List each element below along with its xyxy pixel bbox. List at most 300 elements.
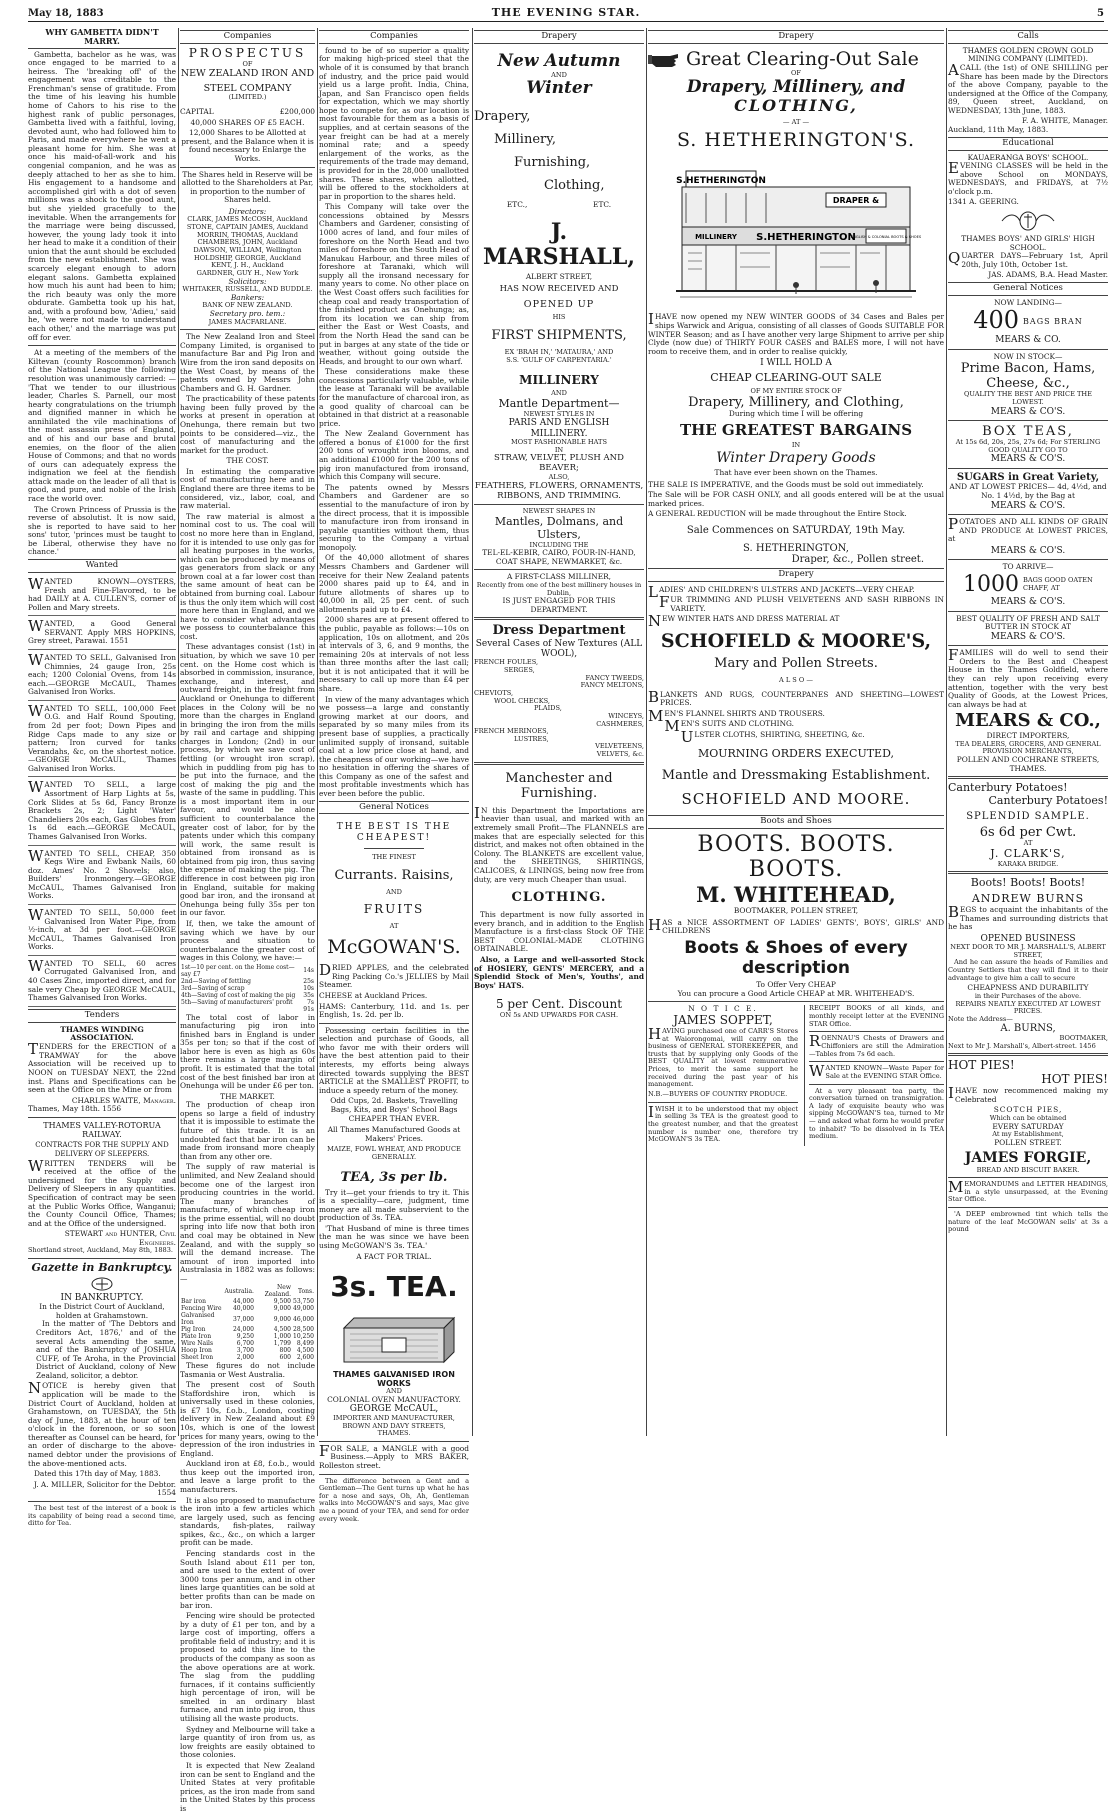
ad-paragraph: The Sale will be FOR CASH ONLY, and all goods entered will be at the usual marked prices.	[648, 490, 944, 508]
fabric-item: CHEVIOTS,	[474, 688, 514, 697]
ad-line: AND	[386, 1387, 402, 1396]
ad-paragraph: And he can assure the heads of Families and Country Settlers that they will find it to their advantage to give him a call to secure	[948, 958, 1108, 982]
ad-line: NEXT DOOR TO MR J. MARSHALL'S, ALBERT STREET,	[950, 943, 1106, 959]
ad-line: TEL-EL-KEBIR, CAIRO, FOUR-IN-HAND, COAT SHAPE, NEWMARKET, &c.	[482, 548, 636, 566]
ad-line: HAMS: Canterbury, 11d. and 1s. per English, 1s. 2d. per lb.	[319, 1001, 469, 1020]
bankruptcy-notice: NOTICE is hereby given that application will be made to the District Court of Auckland, holden at Grahamstown, on TUESDAY, the 5th day of June, 1883, at the hour of ten o'clock in the forenoon, or so soon thereafter as Counsel can be heard, for an order of discharge to the above-named debtor under the provisions of the above-mentioned acts.	[28, 1379, 176, 1468]
ad-line: FEATHERS, FLOWERS, ORNAMENTS, RIBBONS, AND TRIMMING.	[474, 480, 644, 501]
prospectus-intro: The New Zealand Iron and Steel Company Limited, is organised to manufacture Bar and Pig Iron and Wire from the iron sand deposits on the West Coast, by means of the patents owned by Messrs John Chambers and G. H. Gardner.	[180, 332, 315, 393]
market-paragraph: These figures do not include Tasmania or West Australia.	[180, 1360, 315, 1379]
headline-row	[648, 48, 944, 70]
capital-label: CAPITAL	[180, 107, 214, 117]
store-sign: MILLINERY	[695, 233, 737, 242]
section-header-drapery: Drapery	[648, 568, 944, 582]
chest-icon	[334, 1314, 454, 1366]
etc-row: ETC., ETC.	[506, 200, 612, 210]
ad-paragraph: FAMILIES will do well to send their Orders to the Best and Cheapest House in the Thames Goldfield, where they can rely upon receiving every attention, together with the very best Quality of Goods, at the Lowest Prices, can always be had at	[948, 646, 1108, 709]
column-rule	[317, 28, 318, 1436]
fabric-item: FRENCH FOULES,	[474, 658, 539, 667]
table-row: 1st—10 per cent. on the Home cost—say £7 14s	[181, 963, 314, 978]
bankruptcy-title: IN BANKRUPTCY.	[60, 1292, 144, 1303]
ad-line: POTATOES AND ALL KINDS OF GRAIN AND PRODUCE At LOWEST PRICES, at	[948, 515, 1108, 544]
ad-paragraph: 'That Husband of mine is three times the man he was since we have been using McGOWAN'S 3s. TEA.'	[319, 1223, 469, 1251]
fabric-item: CASHMERES,	[596, 719, 644, 728]
ad-line: BAGS BRAN	[1023, 316, 1083, 326]
hetherington-title: S. HETHERINGTON'S.	[676, 129, 916, 152]
story-title: WHY GAMBETTA DIDN'T MARRY.	[28, 28, 176, 49]
ad-headline: Canterbury Potatoes!	[948, 781, 1068, 795]
ad-paragraph: This department is now fully assorted in every branch, and in addition to the English Manufacture is a first-class Stock OF THE BEST COLONIAL-MADE CLOTHING OBTAINABLE.	[474, 910, 644, 954]
ad-line: Mary and Pollen Streets.	[714, 655, 878, 671]
ad-line: MOURNING ORDERS EXECUTED,	[697, 746, 895, 760]
section-header-companies: Companies	[180, 30, 315, 44]
mears-line: MEARS & CO'S.	[990, 545, 1066, 556]
ad-line: BLANKETS AND RUGS, COUNTERPANES AND SHEETING—LOWEST PRICES.	[648, 687, 944, 708]
tender-body: WRITTEN TENDERS will be received at the office of the undersigned for the Supply and Delivery of Sleepers in any quantities. Specification of contract may be seen at the Public Works Office, Wanganui; the County Council Office, Thames; and at the Office of the undersigned.	[28, 1156, 176, 1228]
wanted-ad: WANTED TO SELL, a large Assortment of Harp Lights at 5s, Cork Slides at 5s 6d, Fancy Bronze Brackets 2s, 2; Light 'Water' Chandeliers 20s each, Gas Globes from 1s 6d each.—GEORGE McCAUL, Thames Galvanised Iron Works.	[28, 779, 176, 845]
ad-line: EVERY SATURDAY	[992, 1121, 1064, 1131]
fabric-item: WINCEYS,	[608, 711, 644, 720]
mears-line: MEARS & CO'S.	[990, 454, 1066, 465]
ad-line: IN	[554, 445, 564, 454]
wanted-ad: WANTED TO SELL, 50,000 feet Galvanised Iron Water Pipe, from ½-inch, at 3d per foot.—GEORGE McCAUL, Thames Galvanised Iron Works.	[28, 907, 176, 956]
ad-line: OF	[791, 68, 801, 77]
section-header-calls: Calls	[948, 30, 1108, 44]
mears-line: MEARS & CO'S.	[990, 631, 1066, 642]
table-header: Australia. New Zealand. Tons.	[224, 1284, 314, 1299]
fabric-item: PLAIDS,	[534, 704, 562, 713]
director: CHAMBERS, JOHN, Auckland	[197, 238, 298, 247]
oat-row	[948, 572, 1108, 598]
table-total: 91s	[303, 1005, 314, 1013]
bankruptcy-date: Dated this 17th day of May, 1883.	[34, 1469, 161, 1479]
ad-line: ALSO,	[548, 473, 570, 482]
ad-headline: Boots & Shoes of every description	[684, 937, 908, 978]
ad-headline: Mantles, Dolmans, and Ulsters,	[494, 515, 624, 541]
ad-headline: J. CLARK'S,	[990, 847, 1066, 861]
ad-line: NOW LANDING—	[994, 297, 1062, 307]
mears-line: MEARS & CO.	[995, 335, 1061, 346]
solicitors: WHITAKER, RUSSELL, AND BUDDLE.	[182, 285, 313, 294]
market-paragraph: It is expected that New Zealand iron can be sent to England and the United States at very profitable prices, as the iron made from sand in the United States by this process is	[180, 1760, 315, 1813]
ad-line: I WILL HOLD A	[760, 358, 832, 369]
market-paragraph: The production of cheap iron opens so large a field of industry that it is impossible to estimate the future of this trade. It is an undoubted fact that bar iron can be made from ironsand more cheaply than from any other ore.	[180, 1100, 315, 1161]
prospectus-continued: This Company will take over the concessions obtained by Messrs Chambers and Gardener, consisting of 1000 acres of land, and four miles of foreshore on the North Head and two miles of foreshore on the South Head of Manukau Harbour, and three miles of foreshore at Taranaki, which will supply all the ironsand necessary for many years to come. No other place on the West Coast offers such facilities for cheap coal and ready transportation of the finished product as Onehunga; as, from its location we can ship from either the East or West Coasts, and from the North Head the sand can be put in barges at any state of the tide or weather, without going outside the Heads, and brought to our own wharf.	[319, 202, 469, 366]
pointing-hand-icon	[648, 50, 682, 68]
ad-line: TEA DEALERS, GROCERS, AND GENERAL PROVISION MERCHANTS,	[955, 739, 1101, 756]
ad-line: At 15s 6d, 20s, 25s, 27s 6d; For STERLING GOOD QUALITY GO TO	[955, 438, 1101, 454]
ad-line: N O T I C E.	[688, 1004, 758, 1014]
section-header-boots: Boots and Shoes	[648, 815, 944, 829]
market-paragraph: It is also proposed to manufacture the iron into a few articles which are largely used, such as fencing standards, fish-plates, railway spikes, &c., &c., on which a larger profit can be made.	[180, 1495, 315, 1548]
ad-line: SPLENDID SAMPLE.	[966, 810, 1090, 822]
ad-line: BREAD AND BISCUIT BAKER.	[976, 1165, 1080, 1174]
market-paragraph: Auckland iron at £8, f.o.b., would thus keep out the imported iron, and leave a large profit to the manufacturers.	[180, 1459, 315, 1495]
ad-line: THE BEST IS THE	[336, 822, 452, 833]
masthead	[28, 8, 1104, 22]
ad-headline: FIRST SHIPMENTS,	[491, 327, 627, 343]
market-paragraph: The supply of raw material is unlimited, and New Zealand should become one of the largest iron producing countries in the world. The many branches of manufacture, of which cheap iron is the prime essential, will no doubt spring into life now that both iron and coal may be obtained in New Zealand, and with the supply so will the demand increase. The amount of iron imported into Australasia in 1882 was as follows:—	[180, 1162, 315, 1283]
ad-paragraph: THE SALE IS IMPERATIVE, and the Goods must be sold out immediately.	[648, 479, 924, 489]
savings-table	[180, 965, 315, 1014]
director: STONE, CAPTAIN JAMES, Auckland	[186, 223, 309, 232]
column-6	[948, 28, 1108, 1436]
director: CLARK, JAMES McCOSH, Auckland	[187, 215, 308, 224]
ad-line: Millinery,	[494, 132, 556, 148]
prospectus-continued: These considerations make these concessions particularly valuable, while the lease at Taranaki will be available for the manufacture of charcoal iron, as a good quality of charcoal can be obtained in that district at a reasonable price.	[319, 367, 469, 428]
ad-line: During which time I will be offering	[728, 409, 864, 419]
ad-line: AT	[389, 921, 399, 930]
column-3	[319, 28, 469, 1523]
wanted-ad: WANTED TO SELL, Galvanised Iron Chimnies, 24 gauge Iron, 25s each; 1200 Colonial Ovens, from 14s each.—GEORGE McCAUL, Thames Galvanised Iron Works.	[28, 652, 176, 701]
column-2	[180, 28, 315, 1813]
ad-number: 400	[973, 306, 1020, 335]
ad-line: Note the Address—	[948, 1014, 1013, 1023]
ad-line: Next to Mr J. Marshall's, Albert-street. 1456	[948, 1041, 1096, 1050]
ad-headline: HOT PIES!	[1041, 1072, 1108, 1087]
ad-line: IS JUST ENGAGED FOR THIS DEPARTMENT.	[502, 596, 616, 614]
section-header-wanted: Wanted	[28, 559, 176, 573]
ad-line: Several Cases of New Textures (ALL WOOL),	[475, 638, 643, 659]
ad-headline: Great Clearing-Out Sale	[686, 47, 919, 70]
wanted-ad: WANTED TO SELL, 100,000 Feet O.G. and Half Round Spouting, from 2d per foot; Down Pipes and Ridge Caps made to any size or pattern; Iron curved for tanks Verandahs, &c, on the shortest notice.—GEORGE McCAUL, Thames Galvanised Iron Works.	[28, 703, 176, 778]
ad-headline: Winter Drapery Goods	[716, 449, 876, 466]
ad-line: OF MY ENTIRE STOCK OF	[750, 386, 842, 395]
prospectus-continued: 2000 shares are at present offered to the public, payable as follows:—10s on application, 10s on allotment, and 20s at intervals of 3, 6, and 9 months, the remaining 20s at intervals of not less than three months after the last call; but it is not anticipated that it will be necessary to call up more than £4 per share.	[319, 615, 469, 694]
ad-line: MAIZE, FOWL WHEAT, AND PRODUCE GENERALLY.	[327, 1145, 461, 1161]
ad-paragraph: 'A DEEP embrowned tint which tells the nature of the leaf McGOWAN sells' at 3s a pound	[948, 1210, 1108, 1234]
cost-paragraph: If, then, we take the amount of saving which we have by our process and situation to counterbalance the greater cost of wages in this Colony, we have:—	[180, 918, 315, 963]
directors-label: Directors:	[228, 206, 267, 216]
footnote: The best test of the interest of a book is its capability of being read a second time, ditto for Tea.	[28, 1503, 176, 1528]
mears-title: MEARS & CO.,	[955, 710, 1101, 732]
ad-line: Clothing,	[544, 178, 605, 194]
director: GARDNER, GUY H., New York	[196, 268, 299, 277]
ad-line: A. BURNS,	[1000, 1023, 1056, 1035]
cost-heading: THE COST.	[226, 456, 269, 466]
ad-headline: Drapery, Millinery, and	[686, 76, 906, 97]
ad-headline: SUGARS in Great Variety,	[956, 471, 1100, 483]
ad-line: AND	[551, 70, 567, 79]
ad-headline: THE GREATEST BARGAINS	[679, 420, 913, 439]
tender-signature: STEWART and HUNTER, Civil Engineers.	[64, 1229, 176, 1247]
table-row: Sheet Iron 2,000 600 2,600	[181, 1353, 314, 1361]
ad-headline: MILLINERY	[519, 373, 599, 388]
company-name-line: NEW ZEALAND IRON AND	[180, 68, 315, 80]
ad-line: CHEAPEST!	[356, 832, 432, 843]
ad-line: S. HETHERINGTON,	[743, 542, 849, 554]
capital-row	[180, 108, 315, 117]
ad-headline: New Autumn	[497, 50, 621, 71]
prospectus-continued: Of the 40,000 allotment of shares Messrs Chambers and Gardener will receive for their New Zealand patents 2000 shares paid up to £4, and in future allotments of shares up to 40,000 in all, 25 per cent. of such allotments paid up to £4.	[319, 553, 469, 614]
ad-headline: Prime Bacon, Hams, Cheese, &c.,	[960, 361, 1096, 392]
ad-line: A FACT FOR TRIAL.	[356, 1251, 432, 1261]
bankers: BANK OF NEW ZEALAND.	[202, 301, 293, 310]
bankruptcy-court: In the District Court of Auckland, holden at Grahamstown.	[39, 1302, 165, 1320]
ad-line: THE FINEST	[372, 853, 416, 862]
market-paragraph: Fencing wire should be protected by a duty of £1 per ton, and by a large cost of importing, offers a profitable field of industry; and it is proposed to add this line to the products of the company as soon as the above operations are at work. The slag from the puddling furnaces, if it contains sufficiently high percentage of iron, will be smelted in an ordinary blast furnace, and run into pig iron, thus utilising all the waste products.	[180, 1611, 315, 1724]
fabric-item: LUSTRES,	[514, 734, 549, 743]
ad-line: AND	[551, 389, 567, 398]
mcgowans-title: McGOWAN'S.	[327, 936, 461, 959]
ad-headline: Currants. Raisins,	[334, 867, 454, 883]
small-ads	[804, 1005, 944, 1145]
column-rule	[472, 28, 473, 1436]
cost-paragraph: In estimating the comparative cost of manufacturing here and in England there are three items to be considered, viz., labor, coal, and raw material.	[180, 466, 315, 511]
fabric-item: VELVETEENS,	[595, 742, 644, 751]
ad-headline: CLOTHING,	[734, 96, 858, 116]
ad-paragraph: Also, a Large and well-assorted Stock of HOSIERY, GENTS' MERCERY, and a Splendid Stock of Men's, Youths', and Boys' HATS.	[474, 955, 644, 990]
column-rule	[646, 28, 647, 1436]
ad-line: You can procure a Good Article CHEAP at MR. WHITEHEAD'S.	[677, 988, 915, 998]
section-header-educational: Educational	[948, 137, 1108, 151]
school-signature: 1341 A. GEERING.	[948, 197, 1019, 207]
tender-title: THAMES WINDING ASSOCIATION.	[60, 1024, 144, 1043]
ad-line: Recently from one of the best millinery houses in Dublin,	[476, 581, 642, 597]
fabric-item: SERGES,	[504, 666, 535, 675]
ad-paragraph: RECEIPT BOOKS of all kinds, and monthly receipt letter at the EVENING STAR Office.	[809, 1004, 944, 1028]
calls-title: THAMES GOLDEN CROWN GOLD MINING COMPANY (LIMITED).	[962, 45, 1094, 64]
calls-signature: F. A. WHITE, Manager.	[1021, 116, 1108, 126]
schofield-title: SCHOFIELD & MOORE'S,	[660, 629, 932, 652]
school-title: KAUAERANGA BOYS' SCHOOL.	[967, 152, 1089, 162]
ad-paragraph: IN this Department the Importations are heavier than usual, and marked with an extremely small Profit—The FLANNELS are makes that are especially selected for this district, and makes not often obtained in the Colony. The BLANKETS are excellent value, and the SHEETINGS, SHIRTINGS, CALICOES, & LININGS, being now free from duty, are very much Cheaper than usual.	[474, 803, 644, 884]
table-row: Pig Iron 24,000 4,500 28,500	[181, 1326, 314, 1334]
ad-line: REPAIRS NEATLY EXECUTED AT LOWEST PRICES.	[955, 999, 1101, 1016]
ad-line: STRAW, VELVET, PLUSH AND BEAVER;	[494, 453, 624, 474]
wanted-ad: WANTED KNOWN—OYSTERS, Fresh and Fine-Flavored, to be had DAILY at A. CULLEN'S, corner of Pollen and Mary streets.	[28, 576, 176, 616]
ad-line: Draper, &c., Pollen street.	[791, 554, 924, 566]
ad-line: COLONIAL OVEN MANUFACTORY.	[327, 1394, 461, 1404]
ad-number: 1000	[963, 571, 1019, 597]
imports-table	[180, 1285, 315, 1361]
mears-line: MEARS & CO'S.	[990, 500, 1066, 511]
ad-line: HAS a NICE ASSORTMENT OF LADIES' GENTS', BOYS', GIRLS' AND CHILDRENS	[648, 915, 944, 936]
tender-date: Thames, May 18th. 1556	[28, 1104, 122, 1114]
wanted-ad: WANTED, a Good General SERVANT. Apply MRS HOPKINS, Grey street, Parawai. 1551	[28, 618, 176, 650]
fabric-item: WOOL CHECKS,	[494, 696, 551, 705]
ad-line: IN	[791, 441, 801, 450]
ad-line: That have ever been shown on the Thames.	[714, 468, 878, 478]
ad-line: EX 'BRAH IN,' 'MATAURA,' AND	[504, 348, 614, 357]
ad-line: CHEAP CLEARING-OUT SALE	[710, 370, 882, 384]
table-row: Plate Iron 9,250 1,000 10,250	[181, 1333, 314, 1341]
ad-headline: Dress Department	[492, 623, 626, 639]
director: KENT, J. H., Auckland	[211, 261, 284, 270]
ad-headline: JAMES FORGIE,	[964, 1150, 1092, 1167]
market-paragraph: Sydney and Melbourne will take a large quantity of iron from us, as low freights are easily obtained to those colonies.	[180, 1724, 315, 1760]
tender-subtitle: CONTRACTS FOR THE SUPPLY AND DELIVERY OF SLEEPERS.	[35, 1141, 169, 1158]
ad-paragraph: WANTED KNOWN—Waste Paper for Sale at the EVENING STAR Office.	[809, 1062, 944, 1081]
whitehead-title: M. WHITEHEAD,	[696, 881, 896, 907]
ad-line: MOST FASHIONABLE HATS	[511, 438, 607, 447]
market-paragraph: Fencing standards cost in the South Island about £11 per ton, and are used to the extent of over 3000 tons per annum, and in other lines large quantities can be sold at better profits than can be made on bar iron.	[180, 1549, 315, 1610]
prospectus-of: OF	[242, 59, 253, 68]
tender-body: TENDERS for the ERECTION of a TRAMWAY for the above Association will be received up to NOON on TUESDAY NEXT, the 22nd inst. Plans and Specifications can be seen at the Office on the Mine or from	[28, 1040, 176, 1095]
ad-headline: Winter	[526, 78, 592, 99]
ad-paragraph: FOR SALE, a MANGLE with a good Business.—Apply to MRS BAKER, Rolleston street.	[319, 1441, 469, 1470]
ad-line: OPENED UP	[523, 299, 595, 311]
store-sign: S.HETHERINGTON	[756, 232, 856, 244]
ad-line: HAS NOW RECEIVED AND	[499, 284, 619, 295]
school-signature: JAS. ADAMS, B.A. Head Master.	[988, 270, 1108, 280]
school-title: THAMES BOYS' AND GIRLS' HIGH SCHOOL.	[961, 233, 1095, 252]
story-paragraph: The Crown Princess of Prussia is the reverse of absolutist. It is now said, she is reported to have said to her sons' tutor, 'princes must be taught to be Liberal, otherwise they have no chance.'	[28, 504, 176, 557]
ad-headline: ANDREW BURNS	[971, 892, 1085, 906]
ad-line: in their Purchases of the above.	[974, 991, 1082, 1000]
table-row: Bar iron 44,000 9,500 53,750	[181, 1298, 314, 1306]
prospectus-intro: The practicability of these patents having been fully proved by the works at present in operation at Onehunga, there remain but two points to be considered—viz., the cost of manufacturing and the market for the product.	[180, 394, 315, 455]
ad-paragraph: IHAVE now recommenced making my Celebrated	[948, 1084, 1108, 1104]
boots-headline: BOOTS. BOOTS. BOOTS.	[697, 831, 895, 883]
ad-line: AND AT LOWEST PRICES— 4d, 4½d, and No. 1 4½d, by the Bag at	[949, 482, 1107, 500]
capital-value: £200,000	[279, 107, 315, 117]
ad-headline: 5 per Cent. Discount	[495, 997, 623, 1012]
ad-line: FUR TRIMMING AND PLUSH VELVETEENS AND SASH RIBBONS IN VARIETY.	[658, 593, 944, 613]
story-paragraph: Gambetta, bachelor as he was, was once engaged to be married to a heiress. The 'breaking off' of the engagement was creditable to the Frenchman's sense of gratitude. From the time of his leaving his humble home of Cahors to his rise to the highest rank of public personages, Gambetta lived with a faithful, loving, devoted aunt, who had followed him to Paris, and made everywhere he went a pleasant home for him. She was at once his maid-of-all-work and his congenial companion, and he was as deeply attached to her as she to him. His engagement to a handsome and accomplished girl with a dot of seven millions was a shock to the good aunt, but she yielded gracefully to the inevitable. When the arrangements for the marriage were being discussed, however, the young lady took it into her head to make it a condition of their union that the aunt should be excluded from the new establishment. She was scarcely elegant enough to adorn elegant salons. Gambetta explained how much his aunt had been to him; the rich beauty was only the more obdurate. Gambetta took up his hat, and, with a profound bow, 'Adieu,' said he, 'we were not made to understand each other,' and the marriage was put off for ever.	[28, 49, 176, 342]
ad-line: AT	[1023, 839, 1033, 848]
ad-line: INCLUDING THE	[529, 540, 589, 549]
ad-line: ULSTER CLOTHS, SHIRTING, SHEETING, &c.	[680, 728, 865, 747]
ad-line: AND	[386, 888, 402, 897]
wanted-ad: WANTED TO SELL, CHEAP, 350 Kegs Wire and Ewbank Nails, 60 doz. Ames' No. 2 Shovels; also, Builders' Ironmongery.—GEORGE McCAUL, Thames Galvanised Iron Works.	[28, 848, 176, 905]
tea-big-price: 3s. TEA.	[330, 1270, 458, 1304]
table-row: Galvanised Iron 37,000 9,000 46,000	[181, 1312, 314, 1327]
store-sign: S.HETHERINGTON	[676, 176, 766, 187]
ad-headline: JAMES SOPPET,	[673, 1012, 773, 1027]
director: DAWSON, WILLIAM, Wellington	[193, 246, 302, 254]
school-body: QUARTER DAYS—February 1st, April 20th, July 10th, October 1st.	[948, 249, 1108, 269]
ad-line: GEORGE McCAUL,	[349, 1404, 439, 1415]
ad-headline: CLOTHING.	[511, 890, 607, 906]
tender-signature: CHARLES WAITE, Manager.	[71, 1095, 176, 1105]
ad-line: BEST QUALITY OF FRESH AND SALT BUTTER IN STOCK AT	[956, 613, 1100, 632]
ad-line: A L S O —	[778, 676, 814, 685]
ad-headline: Mantle Department—	[498, 396, 620, 410]
ad-line: N.B.—BUYERS OF COUNTRY PRODUCE.	[648, 1090, 788, 1098]
store-sign: DRAPER &	[832, 196, 880, 206]
prospectus-title: PROSPECTUS	[188, 45, 307, 60]
newspaper-title: THE EVENING STAR.	[491, 6, 641, 19]
marshall-title: J. MARSHALL,	[482, 218, 636, 271]
calls-date: Auckland, 11th May, 1883.	[948, 125, 1049, 135]
ad-line: HIS	[552, 313, 566, 322]
ad-paragraph: The difference between a Gent and a Gentleman—The Gent turns up what he has for a nose and says, Oh, Ah, Gentleman walks into McGOWAN'S and says, Mac give me a pound of your TEA, and send for order every week.	[319, 1476, 469, 1523]
bankruptcy-signature: J. A. MILLER, Solicitor for the Debtor. 1554	[33, 1479, 176, 1498]
ad-headline: BOX TEAS,	[982, 424, 1074, 440]
school-body: EVENING CLASSES will be held in the above School on MONDAYS, WEDNESDAYS, and FRIDAYS, at 7½ o'clock p.m.	[948, 159, 1108, 196]
ad-paragraph: IHAVE now opened my NEW WINTER GOODS of 34 Cases and Bales per ships Warwick and Arigua, consisting of all classes of Goods SUITABLE FOR WINTER Season; and as I have another very large Shipment to arrive per ship Clyde (now due) of THIRTY FOUR CASES and BALES more, I will not have room to receive them, and in order to realise quickly,	[648, 310, 944, 356]
ad-headline: Boots! Boots! Boots!	[970, 876, 1086, 890]
ad-line: Odd Cups, 2d. Baskets, Travelling Bags, Kits, and Boys' School Bags CHEAPER THAN EVER.	[330, 1096, 458, 1123]
mears-line: MEARS & CO'S.	[990, 597, 1066, 608]
ad-headline: Canterbury Potatoes!	[988, 793, 1108, 807]
ad-line: To Offer Very CHEAP	[756, 980, 836, 990]
ad-line: ALBERT STREET,	[525, 271, 593, 281]
ad-line: QUALITY THE BEST AND PRICE THE LOWEST.	[964, 390, 1092, 406]
ad-line: S.S. 'GULF OF CARPENTARIA.'	[506, 355, 612, 364]
ad-line: KARAKA BRIDGE.	[997, 859, 1059, 868]
company-name-line: STEEL COMPANY	[203, 83, 292, 95]
ad-paragraph: HAVING purchased one of CARR'S Stores at Waiorongomai, will carry on the business of GENERAL STOREKEEPER, and trusts that by supplying only Goods of the BEST QUALITY at lowest remunerative Prices, to merit the same support he received during the past year of his management.	[648, 1024, 798, 1089]
ad-line: THAMES.	[377, 1429, 411, 1438]
crest-icon	[90, 1277, 114, 1291]
table-row: 2nd—Saving of fettling 25s	[181, 977, 314, 985]
director: HOLDSHIP, GEORGE, Auckland	[194, 253, 301, 262]
ad-line: NEWEST SHAPES IN	[522, 507, 596, 516]
table-row: Hoop Iron 3,700 800 4,500	[181, 1347, 314, 1355]
fabric-item: VELVETS, &c.	[596, 750, 644, 759]
section-header-general-notices: General Notices	[948, 282, 1108, 296]
ad-line: — AT —	[782, 117, 810, 126]
galv-title: THAMES GALVANISED IRON WORKS	[333, 1369, 455, 1388]
ad-paragraph: ROENNAU'S Chests of Drawers and Chiffoniers are still the Admiration—Tables from 7s 6d each.	[809, 1032, 944, 1058]
table-row: 3rd—Saving of scrap 10s	[181, 984, 314, 992]
column-rule	[946, 28, 947, 1436]
section-header-drapery: Drapery	[648, 30, 944, 44]
secretary-name: JAMES MACFARLANE.	[208, 317, 287, 326]
column-4	[474, 28, 644, 1436]
ad-line: ON 5s AND UPWARDS FOR CASH.	[499, 1011, 619, 1020]
ad-line: Furnishing,	[514, 155, 591, 171]
section-header-general-notices: General Notices	[319, 801, 469, 815]
fabric-item: FRENCH MERINOES,	[474, 727, 549, 736]
ad-headline: Manchester and Furnishing.	[505, 770, 613, 801]
prospectus-continued: The patents owned by Messrs Chambers and Gardener are so essential to the manufacture of iron by the direct process, that it is impossible to manufacture iron from ironsand in payable quantities without them, thus securing to the Company a virtual monopoly.	[319, 482, 469, 552]
ad-line: Sale Commences on SATURDAY, 19th May.	[686, 525, 906, 536]
ad-line: BOOTMAKER, POLLEN STREET,	[733, 906, 859, 916]
ad-line: SCOTCH PIES,	[993, 1105, 1063, 1115]
market-heading: THE MARKET.	[220, 1091, 275, 1101]
ad-line: DRIED APPLES, and the celebrated Ring Packing Co.'s JELLIES by Mail Steamer.	[319, 961, 469, 990]
section-header-tenders: Tenders	[28, 1009, 176, 1023]
ad-headline: FRUITS	[363, 901, 425, 916]
ad-paragraph: IWISH it to be understood that my object in selling 3s TEA is the greatest good to the greatest number, and that the greatest number is number one, therefore try McGOWAN'S 3s TEA.	[648, 1102, 798, 1144]
ad-headline: Drapery, Millinery, and Clothing,	[688, 395, 904, 411]
prospectus-continued: The New Zealand Government has offered a bonus of £1000 for the first 200 tons of wrought iron blooms, and an additional £1000 for the 200 tons of pig iron manufactured from ironsand, which this Company will secure.	[319, 429, 469, 482]
story-paragraph: At a meeting of the members of the Kiltevan (county Roscommon) branch of the National League the following resolution was unanimously carried: — 'That we tender to our illustrious leader, Charles S. Parnell, our most hearty congratulations on the triumph and dignified manner in which he annihilated the vile machinations of the most assassin press of England, and of his and our base and brutal enemies, on the floor of the alien House of Commons; and that no words of ours can adequately express the indignation we feel at the fiendish attack made on the leader of all that is good, and pure, and noble of the Irish race the world over.	[28, 348, 176, 504]
ad-line: BAGS GOOD OATEN CHAFF, AT	[1023, 575, 1093, 592]
ad-line: A FIRST-CLASS MILLINER,	[506, 572, 612, 582]
column-1	[28, 27, 176, 1528]
cost-paragraph: The total cost of labor in manufacturing pig iron into finished bars in England is under 35s per ton; so that if the cost of labor here is even as high as 60s there remains a large margin of profit. It is estimated that the total cost of the best finished bar iron at Onehunga will be under £6 per ton.	[180, 1012, 315, 1091]
tender-address: Shortland street, Auckland, May 8th, 1883.	[28, 1246, 174, 1255]
section-header-companies: Companies	[319, 30, 469, 44]
ad-paragraph: A GENERAL REDUCTION will be made throughout the Entire Stock.	[648, 509, 907, 519]
section-header-drapery: Drapery	[474, 30, 644, 44]
store-sign: ENGLISH & COLONIAL BOOTS & SHOES	[850, 235, 922, 240]
ad-line: Drapery,	[474, 108, 531, 124]
ad-paragraph: At a very pleasant tea party, the conversation turned on transmigration. A lady of exquisite beauty who was sipping McGOWAN'S tea, turned to Mr — and asked what form he would prefer to inhabit? 'To be dissolved in Is TEA medium.	[809, 1086, 944, 1141]
table-row: 5th—Saving of manufacturers' profit 7s	[181, 998, 314, 1006]
ad-paragraph: Possessing certain facilities in the selection and purchase of Goods, all who favor me with their orders will have the best attention paid to their interests, my efforts being always directed towards supplying the BEST ARTICLE at the SMALLEST PROFIT, to induce a speedy return of the money.	[319, 1025, 469, 1095]
director: MORRIN, THOMAS, Auckland	[197, 230, 298, 239]
ad-line: POLLEN AND COCHRANE STREETS, THAMES.	[956, 755, 1100, 773]
ad-line: PARIS AND ENGLISH	[508, 418, 610, 429]
ad-line: POLLEN STREET.	[994, 1137, 1062, 1147]
soppet-ad	[648, 1005, 798, 1145]
ad-line: MILLINERY.	[530, 428, 588, 439]
ad-line: OPENED BUSINESS	[980, 933, 1076, 944]
gazette-title: Gazette in Bankruptcy.	[31, 1261, 173, 1275]
ad-line: At my Establishment,	[992, 1130, 1064, 1139]
company-limited: (LIMITED.)	[228, 93, 267, 102]
ad-headline: HOT PIES!	[948, 1058, 1015, 1073]
secretary-label: Secretary pro. tem.:	[209, 309, 286, 318]
ad-line: TO ARRIVE—	[1002, 562, 1054, 572]
ad-headline: SCHOFIELD AND MOORE.	[681, 790, 911, 809]
market-paragraph: The present cost of South Staffordshire iron, which is universally used in these colonies, is £7 10s, f.o.b., London, costing delivery in New Zealand about £9 10s, which is one of the lowest prices for many years, owing to the depression of the iron industries in England.	[180, 1380, 315, 1458]
